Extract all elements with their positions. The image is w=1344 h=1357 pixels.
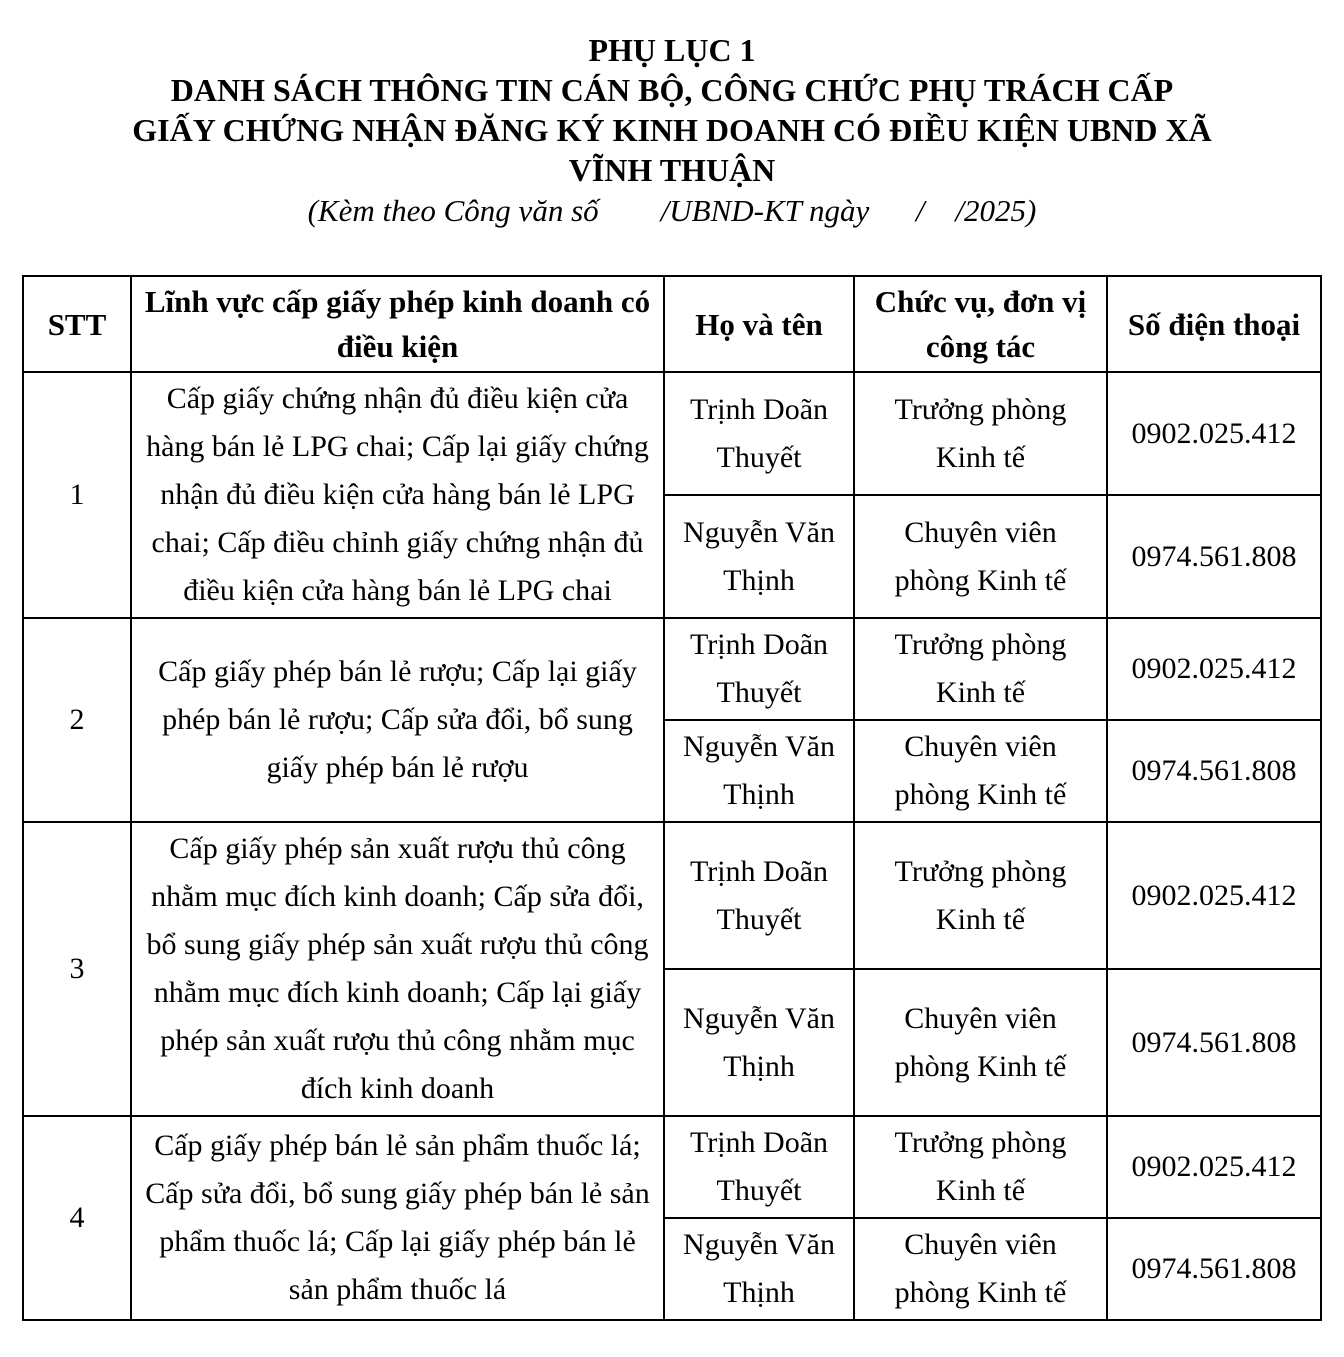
name-cell: Trịnh Doãn Thuyết <box>664 372 854 495</box>
position-cell: Trưởng phòng Kinh tế <box>854 372 1107 495</box>
appendix-title: PHỤ LỤC 1 <box>588 32 756 68</box>
position-cell: Chuyên viên phòng Kinh tế <box>854 720 1107 822</box>
header-row <box>23 276 1321 372</box>
stt-cell: 2 <box>23 618 131 822</box>
column-header-position: Chức vụ, đơn vị công tác <box>854 276 1107 372</box>
position-cell: Trưởng phòng Kinh tế <box>854 822 1107 969</box>
table-row <box>23 618 1321 720</box>
name-cell: Trịnh Doãn Thuyết <box>664 618 854 720</box>
table-row <box>23 1116 1321 1218</box>
name-cell: Nguyễn Văn Thịnh <box>664 720 854 822</box>
field-cell: Cấp giấy phép bán lẻ rượu; Cấp lại giấy phép bán lẻ rượu; Cấp sửa đổi, bổ sung giấy phép bán lẻ rượu <box>131 618 664 822</box>
name-cell: Nguyễn Văn Thịnh <box>664 495 854 618</box>
phone-cell: 0974.561.808 <box>1107 495 1321 618</box>
table-body <box>23 372 1321 1320</box>
name-cell: Trịnh Doãn Thuyết <box>664 822 854 969</box>
position-cell: Chuyên viên phòng Kinh tế <box>854 495 1107 618</box>
position-cell: Chuyên viên phòng Kinh tế <box>854 969 1107 1116</box>
field-cell: Cấp giấy phép bán lẻ sản phẩm thuốc lá; Cấp sửa đổi, bổ sung giấy phép bán lẻ sản phẩm thuốc lá; Cấp lại giấy phép bán lẻ sản phẩm thuốc lá <box>131 1116 664 1320</box>
document-subtitle: (Kèm theo Công văn số /UBND-KT ngày / /2025) <box>307 193 1037 228</box>
phone-cell: 0902.025.412 <box>1107 822 1321 969</box>
column-header-name: Họ và tên <box>664 276 854 372</box>
phone-cell: 0902.025.412 <box>1107 372 1321 495</box>
column-header-field: Lĩnh vực cấp giấy phép kinh doanh có điều kiện <box>131 276 664 372</box>
table-row <box>23 822 1321 969</box>
column-header-phone: Số điện thoại <box>1107 276 1321 372</box>
name-cell: Nguyễn Văn Thịnh <box>664 969 854 1116</box>
document-title-line-2: GIẤY CHỨNG NHẬN ĐĂNG KÝ KINH DOANH CÓ ĐIỀU KIỆN UBND XÃ <box>132 112 1212 148</box>
phone-cell: 0974.561.808 <box>1107 720 1321 822</box>
table-header <box>23 276 1321 372</box>
stt-cell: 3 <box>23 822 131 1116</box>
phone-cell: 0902.025.412 <box>1107 618 1321 720</box>
field-cell: Cấp giấy phép sản xuất rượu thủ công nhằm mục đích kinh doanh; Cấp sửa đổi, bổ sung giấy phép sản xuất rượu thủ công nhằm mục đích kinh doanh; Cấp lại giấy phép sản xuất rượu thủ công nhằm mục đích kinh doanh <box>131 822 664 1116</box>
stt-cell: 4 <box>23 1116 131 1320</box>
table-row <box>23 372 1321 495</box>
officials-table <box>22 275 1322 1321</box>
stt-cell: 1 <box>23 372 131 618</box>
column-header-stt: STT <box>23 276 131 372</box>
phone-cell: 0902.025.412 <box>1107 1116 1321 1218</box>
document-title-line-3: VĨNH THUẬN <box>568 152 776 188</box>
name-cell: Nguyễn Văn Thịnh <box>664 1218 854 1320</box>
name-cell: Trịnh Doãn Thuyết <box>664 1116 854 1218</box>
document-title-line-1: DANH SÁCH THÔNG TIN CÁN BỘ, CÔNG CHỨC PHỤ TRÁCH CẤP <box>170 72 1174 108</box>
phone-cell: 0974.561.808 <box>1107 969 1321 1116</box>
position-cell: Chuyên viên phòng Kinh tế <box>854 1218 1107 1320</box>
phone-cell: 0974.561.808 <box>1107 1218 1321 1320</box>
position-cell: Trưởng phòng Kinh tế <box>854 1116 1107 1218</box>
field-cell: Cấp giấy chứng nhận đủ điều kiện cửa hàng bán lẻ LPG chai; Cấp lại giấy chứng nhận đủ điều kiện cửa hàng bán lẻ LPG chai; Cấp điều chỉnh giấy chứng nhận đủ điều kiện cửa hàng bán lẻ LPG chai <box>131 372 664 618</box>
position-cell: Trưởng phòng Kinh tế <box>854 618 1107 720</box>
